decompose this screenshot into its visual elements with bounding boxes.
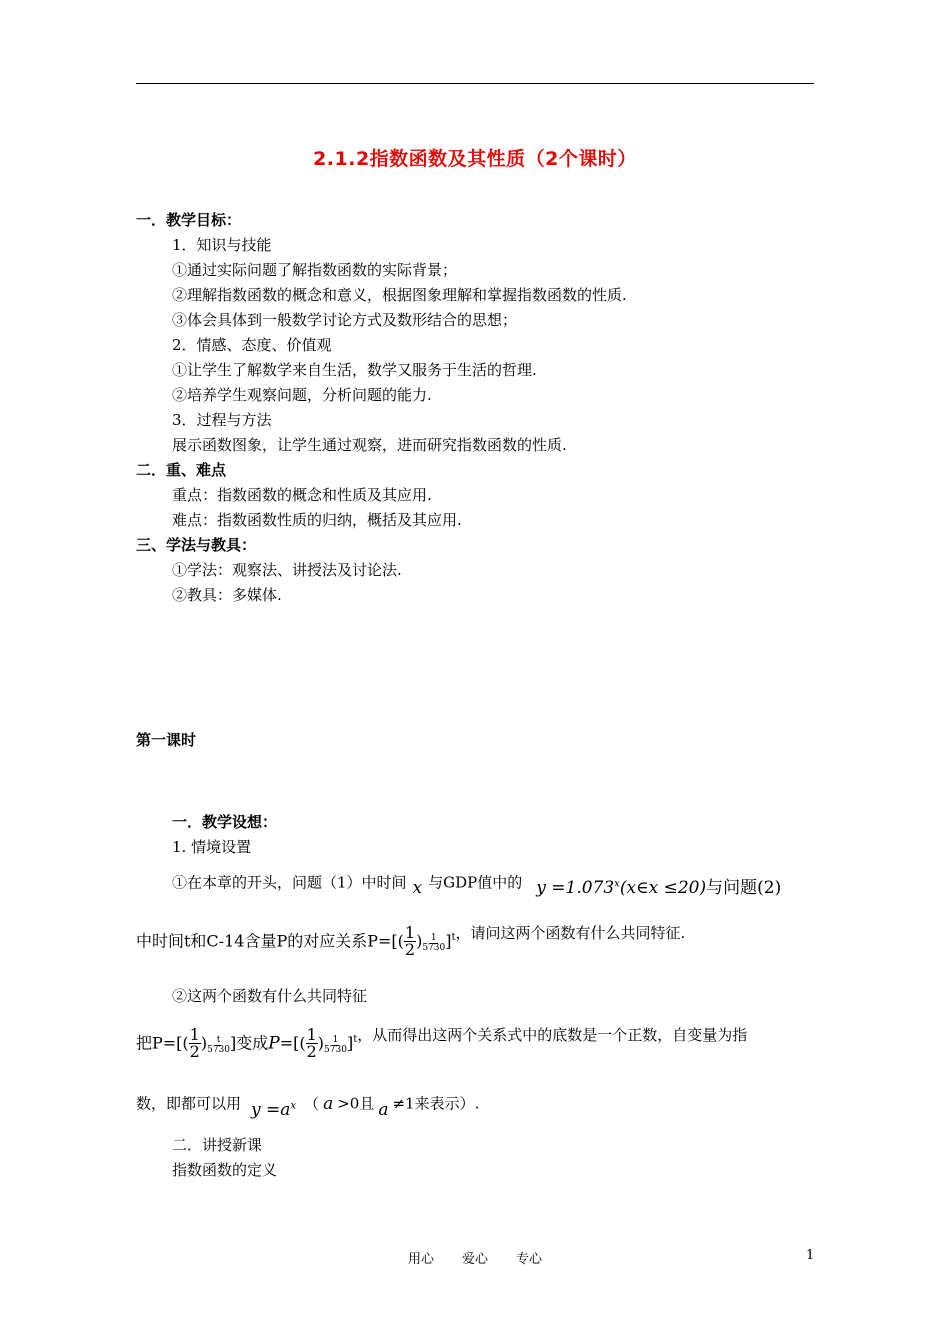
objective-item: 1．知识与技能 xyxy=(172,236,272,254)
formula-gdp: $y =1.073^x(x\in x \le 20)$ xyxy=(536,877,707,898)
paragraph-3: ②这两个函数有什么共同特征 xyxy=(172,987,368,1005)
objective-item: 3．过程与方法 xyxy=(172,411,272,429)
header-rule xyxy=(136,83,814,84)
keypoint-item: 重点：指数函数的概念和性质及其应用. xyxy=(172,486,432,504)
method-item: ②教具：多媒体. xyxy=(172,586,282,604)
fraction-half: $\frac{1}{2}$ xyxy=(189,1025,200,1062)
design-heading: 一．教学设想： xyxy=(172,813,278,831)
objective-item: ②理解指数函数的概念和意义，根据图象理解和掌握指数函数的性质. xyxy=(172,286,627,304)
objective-item: ①通过实际问题了解指数函数的实际背景； xyxy=(172,261,458,279)
paragraph-4: 把P=[( $\frac{1}{2}$ ) $\frac{t}{5730}$ ]变成P=[( $\frac{1}{2}$ ) $\frac{1}{5730}$ ]$^t$，从而得出这两个关系式中的底数是一个正数，自变量为指 xyxy=(136,1025,748,1062)
paragraph-5: 数，即都可以用 $y =a^x$ （ a >0且 a ≠1来表示）. xyxy=(136,1093,480,1120)
keypoint-item: 难点：指数函数性质的归纳，概括及其应用. xyxy=(172,511,462,529)
definition-heading: 指数函数的定义 xyxy=(172,1161,278,1179)
methods-heading: 三、学法与教具： xyxy=(136,536,257,554)
fraction-exponent: $\frac{1}{5730}$ xyxy=(422,933,446,953)
paragraph-1: ①在本章的开头，问题（1）中时间 x 与GDP值中的 $y =1.073^x(x\in x \le 20)$与问题(2) xyxy=(172,873,782,898)
fraction-half: $\frac{1}{2}$ xyxy=(306,1025,317,1062)
objective-item: ②培养学生观察问题，分析问题的能力. xyxy=(172,386,432,404)
objective-item: 展示函数图象，让学生通过观察，进而研究指数函数的性质. xyxy=(172,436,567,454)
fraction-half: $\frac{1}{2}$ xyxy=(404,923,416,960)
fraction-exponent: $\frac{1}{5730}$ xyxy=(324,1035,347,1055)
paragraph-2: 中时间t和C-14含量P的对应关系P=[( $\frac{1}{2}$ ) $\frac{1}{5730}$ ]$^t$，请问这两个函数有什么共同特征. xyxy=(136,923,686,960)
lesson-heading: 第一课时 xyxy=(136,731,197,749)
new-lesson-heading: 二．讲授新课 xyxy=(172,1136,263,1154)
objective-item: ③体会具体到一般数学讨论方式及数形结合的思想； xyxy=(172,311,518,329)
footer-item: 爱心 xyxy=(461,1252,488,1267)
scene-heading: 1. 情境设置 xyxy=(172,838,252,856)
footer-item: 专心 xyxy=(516,1252,543,1267)
keypoints-heading: 二．重、难点 xyxy=(136,461,227,479)
objective-item: ①让学生了解数学来自生活，数学又服务于生活的哲理. xyxy=(172,361,537,379)
method-item: ①学法：观察法、讲授法及讨论法. xyxy=(172,561,402,579)
footer-item: 用心 xyxy=(407,1252,434,1267)
page-title: 2.1.2指数函数及其性质（2个课时） xyxy=(313,148,637,170)
formula-exponential: $y =a^x$ xyxy=(251,1099,297,1120)
page-number: 1 xyxy=(806,1248,815,1263)
fraction-exponent: $\frac{t}{5730}$ xyxy=(207,1035,231,1055)
objective-item: 2．情感、态度、价值观 xyxy=(172,336,332,354)
objectives-heading: 一．教学目标： xyxy=(136,211,242,229)
